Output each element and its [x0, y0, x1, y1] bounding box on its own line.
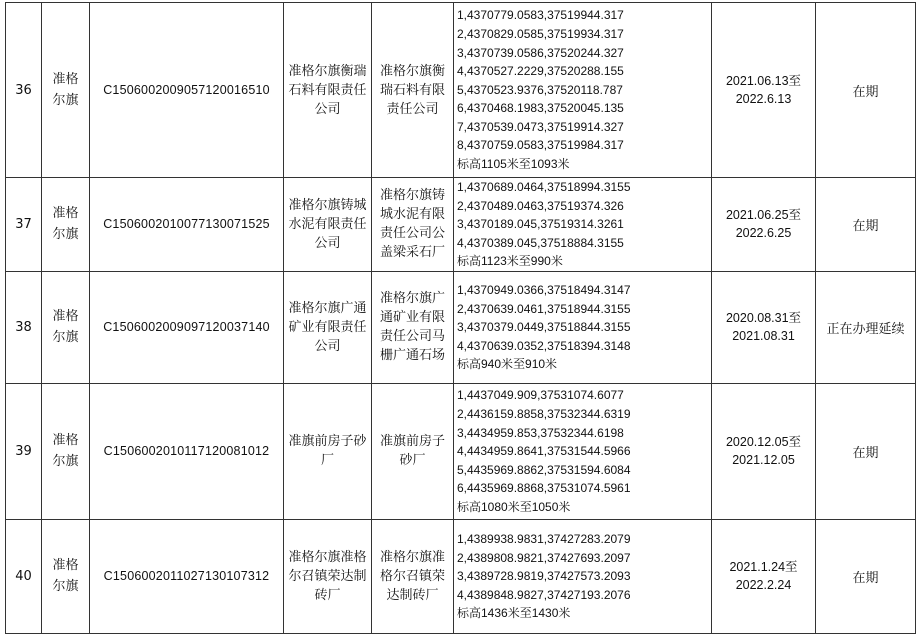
county-cell	[42, 3, 90, 178]
license-number-cell: C1506002009057120016510	[90, 3, 284, 178]
mine-name-cell	[372, 271, 454, 383]
period-end: 2021.12.05	[732, 453, 795, 468]
coordinate-line: 4,4370527.2229,37520288.155	[457, 64, 624, 79]
period-start: 2021.06.13至	[725, 74, 802, 88]
county-cell	[42, 519, 90, 633]
status-cell: 在期	[816, 178, 916, 272]
coordinate-line: 2,4370829.0585,37519934.317	[457, 26, 624, 41]
validity-period-cell	[712, 519, 816, 633]
coordinates-cell	[454, 519, 712, 633]
coordinate-line: 6,4435969.8868,37531074.5961	[457, 481, 631, 496]
coordinate-line: 7,4370539.0473,37519914.327	[457, 119, 624, 134]
coordinates-cell	[454, 271, 712, 383]
coordinate-line: 8,4370759.0583,37519984.317	[457, 138, 624, 153]
coordinates-cell	[454, 3, 712, 178]
license-number-cell: C1506002009097120037140	[90, 271, 284, 383]
coordinate-line: 2,4370639.0461,37518944.3155	[457, 301, 631, 316]
validity-period-cell	[712, 178, 816, 272]
license-holder-text: 准格尔旗广通矿业有限责任公司	[288, 300, 367, 354]
coordinate-line: 1,4370689.0464,37518994.3155	[457, 180, 631, 194]
coordinate-line: 3,4370379.0449,37518844.3155	[457, 320, 631, 335]
row-number: 36	[6, 3, 42, 178]
license-holder-cell	[284, 178, 372, 272]
mine-name-text: 准格尔旗广通矿业有限责任公司马栅广通石场	[379, 291, 445, 364]
period-end: 2022.2.24	[735, 578, 792, 593]
coordinate-line: 4,4389848.9827,37427193.2076	[457, 587, 631, 602]
county-text: 准格尔旗	[52, 433, 79, 470]
elevation-line: 标高1436米至1430米	[457, 606, 571, 621]
coordinate-line: 1,4437049.909,37531074.6077	[457, 388, 624, 403]
row-number: 38	[6, 271, 42, 383]
status-cell: 正在办理延续	[816, 271, 916, 383]
status-cell: 在期	[816, 3, 916, 178]
coordinate-line: 6,4370468.1983,37520045.135	[457, 101, 624, 116]
coordinate-line: 3,4389728.9819,37427573.2093	[457, 569, 631, 584]
county-cell	[42, 271, 90, 383]
license-holder-text: 准格尔旗准格尔召镇荣达制砖厂	[288, 549, 367, 603]
license-holder-cell	[284, 383, 372, 519]
coordinate-line: 1,4389938.9831,37427283.2079	[457, 531, 631, 546]
elevation-line: 标高1080米至1050米	[457, 499, 571, 514]
license-holder-cell	[284, 3, 372, 178]
coordinate-line: 2,4389808.9821,37427693.2097	[457, 550, 631, 565]
license-number-cell: C1506002010117120081012	[90, 383, 284, 519]
coordinate-line: 2,4436159.8858,37532344.6319	[457, 406, 631, 421]
license-holder-cell	[284, 519, 372, 633]
county-text: 准格尔旗	[52, 558, 79, 595]
coordinate-line: 4,4434959.8641,37531544.5966	[457, 444, 631, 459]
row-number: 39	[6, 383, 42, 519]
county-text: 准格尔旗	[52, 206, 79, 243]
county-cell	[42, 383, 90, 519]
license-holder-cell	[284, 271, 372, 383]
mine-name-text: 准格尔旗衡瑞石料有限责任公司	[379, 63, 445, 117]
period-end: 2021.08.31	[732, 329, 795, 344]
license-holder-text: 准格尔旗铸城水泥有限责任公司	[288, 197, 367, 251]
period-start: 2020.08.31至	[725, 311, 802, 326]
coordinate-line: 2,4370489.0463,37519374.326	[457, 198, 624, 213]
mine-name-text: 准旗前房子砂厂	[379, 434, 445, 469]
mining-license-table	[5, 2, 916, 634]
coordinate-line: 5,4370523.9376,37520118.787	[457, 82, 623, 97]
status-cell: 在期	[816, 383, 916, 519]
table-row	[6, 519, 916, 633]
table-row	[6, 271, 916, 383]
period-end: 2022.6.13	[735, 92, 792, 106]
coordinate-line: 3,4370739.0586,37520244.327	[457, 45, 624, 60]
mine-name-text: 准格尔旗准格尔召镇荣达制砖厂	[379, 549, 445, 603]
mine-name-text: 准格尔旗铸城水泥有限责任公司公盖梁采石厂	[379, 188, 445, 261]
period-end: 2022.6.25	[735, 226, 792, 241]
license-holder-text: 准格尔旗衡瑞石料有限责任公司	[288, 63, 367, 117]
period-start: 2021.1.24至	[729, 560, 798, 575]
license-number-cell: C1506002010077130071525	[90, 178, 284, 272]
mine-name-cell	[372, 3, 454, 178]
county-text: 准格尔旗	[52, 72, 79, 108]
coordinate-line: 1,4370949.0366,37518494.3147	[457, 282, 631, 297]
county-cell	[42, 178, 90, 272]
table-row	[6, 383, 916, 519]
elevation-line: 标高940米至910米	[457, 357, 558, 372]
elevation-line: 标高1105米至1093米	[457, 157, 570, 172]
coordinate-line: 3,4370189.045,37519314.3261	[457, 217, 624, 232]
coordinate-line: 4,4370389.045,37518884.3155	[457, 235, 624, 250]
coordinate-line: 1,4370779.0583,37519944.317	[457, 8, 624, 23]
period-start: 2020.12.05至	[725, 435, 802, 450]
coordinate-line: 5,4435969.8862,37531594.6084	[457, 462, 631, 477]
county-text: 准格尔旗	[52, 309, 79, 346]
status-cell: 在期	[816, 519, 916, 633]
elevation-line: 标高1123米至990米	[457, 254, 563, 269]
coordinates-cell	[454, 178, 712, 272]
validity-period-cell	[712, 3, 816, 178]
mine-name-cell	[372, 519, 454, 633]
table-body	[6, 3, 916, 634]
mine-name-cell	[372, 178, 454, 272]
license-number-cell: C1506002011027130107312	[90, 519, 284, 633]
coordinate-line: 3,4434959.853,37532344.6198	[457, 425, 624, 440]
license-holder-text: 准旗前房子砂厂	[288, 434, 367, 469]
table-row	[6, 178, 916, 272]
coordinate-line: 4,4370639.0352,37518394.3148	[457, 338, 631, 353]
row-number: 37	[6, 178, 42, 272]
mine-name-cell	[372, 383, 454, 519]
coordinates-cell	[454, 383, 712, 519]
table-row	[6, 3, 916, 178]
validity-period-cell	[712, 383, 816, 519]
validity-period-cell	[712, 271, 816, 383]
period-start: 2021.06.25至	[725, 208, 802, 223]
row-number: 40	[6, 519, 42, 633]
